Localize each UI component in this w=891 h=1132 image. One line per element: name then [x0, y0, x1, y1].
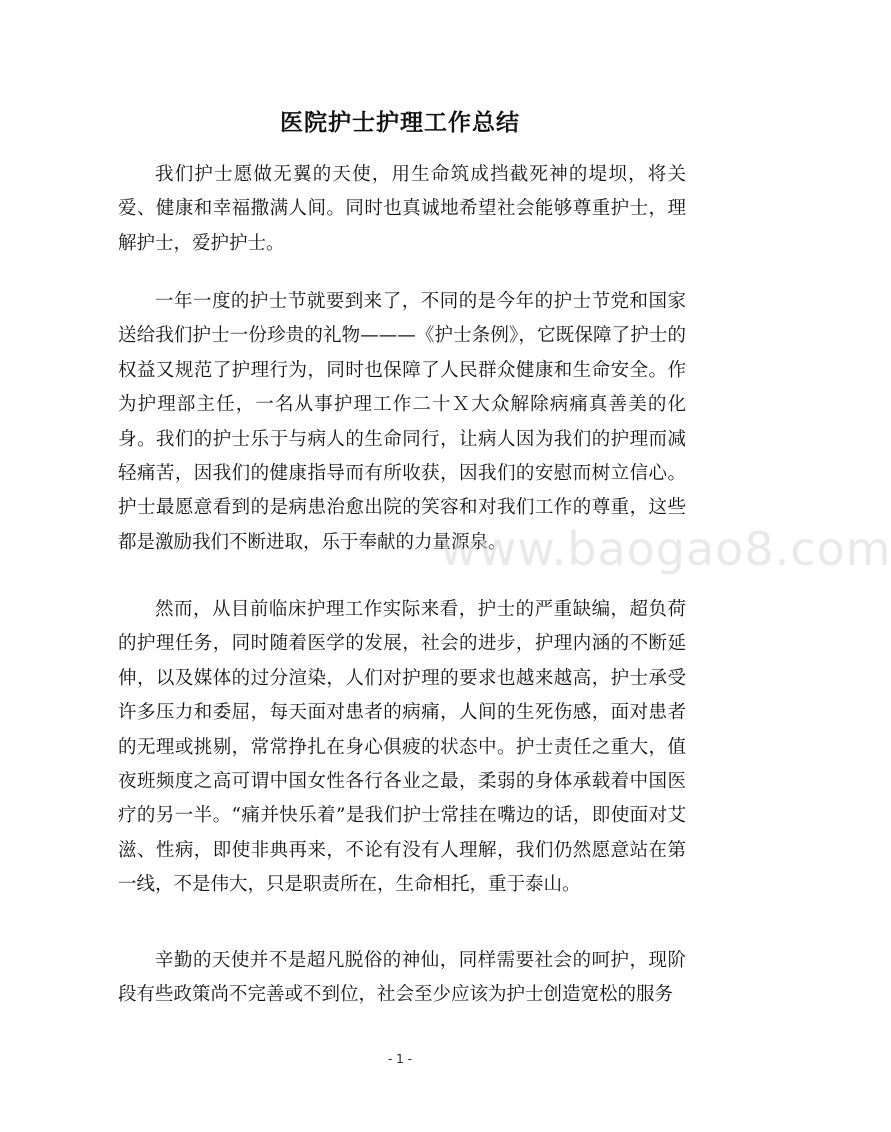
page-number: - 1 -: [388, 1052, 412, 1066]
document-title: 医院护士护理工作总结: [280, 110, 520, 136]
paragraph-1: 我们护士愿做无翼的天使，用生命筑成挡截死神的堤坝，将关爱、健康和幸福撒满人间。同时也真诚地希望社会能够尊重护士，理解护士，爱护护士。: [118, 164, 686, 254]
watermark: www.baogao8.com: [440, 522, 891, 576]
paragraph-3: 然而，从目前临床护理工作实际来看，护士的严重缺编，超负荷的护理任务，同时随着医学的发展，社会的进步，护理内涵的不断延伸，以及媒体的过分渲染，人们对护理的要求也越来越高，护士承受许多压力和委屈，每天面对患者的病痛，人间的生死伤感，面对患者的无理或挑剔，常常挣扎在身心俱疲的状态中。护士责任之重大，值夜班频度之高可谓中国女性各行各业之最，柔弱的身体承载着中国医疗的另一半。“痛并快乐着”是我们护士常挂在嘴边的话，即使面对艾滋、性病，即使非典再来，不论有没有人理解，我们仍然愿意站在第一线，不是伟大，只是职责所在，生命相托，重于泰山。: [118, 599, 686, 896]
paragraph-2: 一年一度的护士节就要到来了，不同的是今年的护士节党和国家送给我们护士一份珍贵的礼物———《护士条例》，它既保障了护士的权益又规范了护理行为，同时也保障了人民群众健康和生命安全。作为护理部主任，一名从事护理工作二十Ｘ大众解除病痛真善美的化身。我们的护士乐于与病人的生命同行，让病人因为我们的护理而减轻痛苦，因我们的健康指导而有所收获，因我们的安慰而树立信心。护士最愿意看到的是病患治愈出院的笑容和对我们工作的尊重，这些都是激励我们不断进取，乐于奉献的力量源泉。: [118, 291, 686, 553]
paragraph-4: 辛勤的天使并不是超凡脱俗的神仙，同样需要社会的呵护，现阶段有些政策尚不完善或不到位，社会至少应该为护士创造宽松的服务: [118, 950, 686, 1006]
